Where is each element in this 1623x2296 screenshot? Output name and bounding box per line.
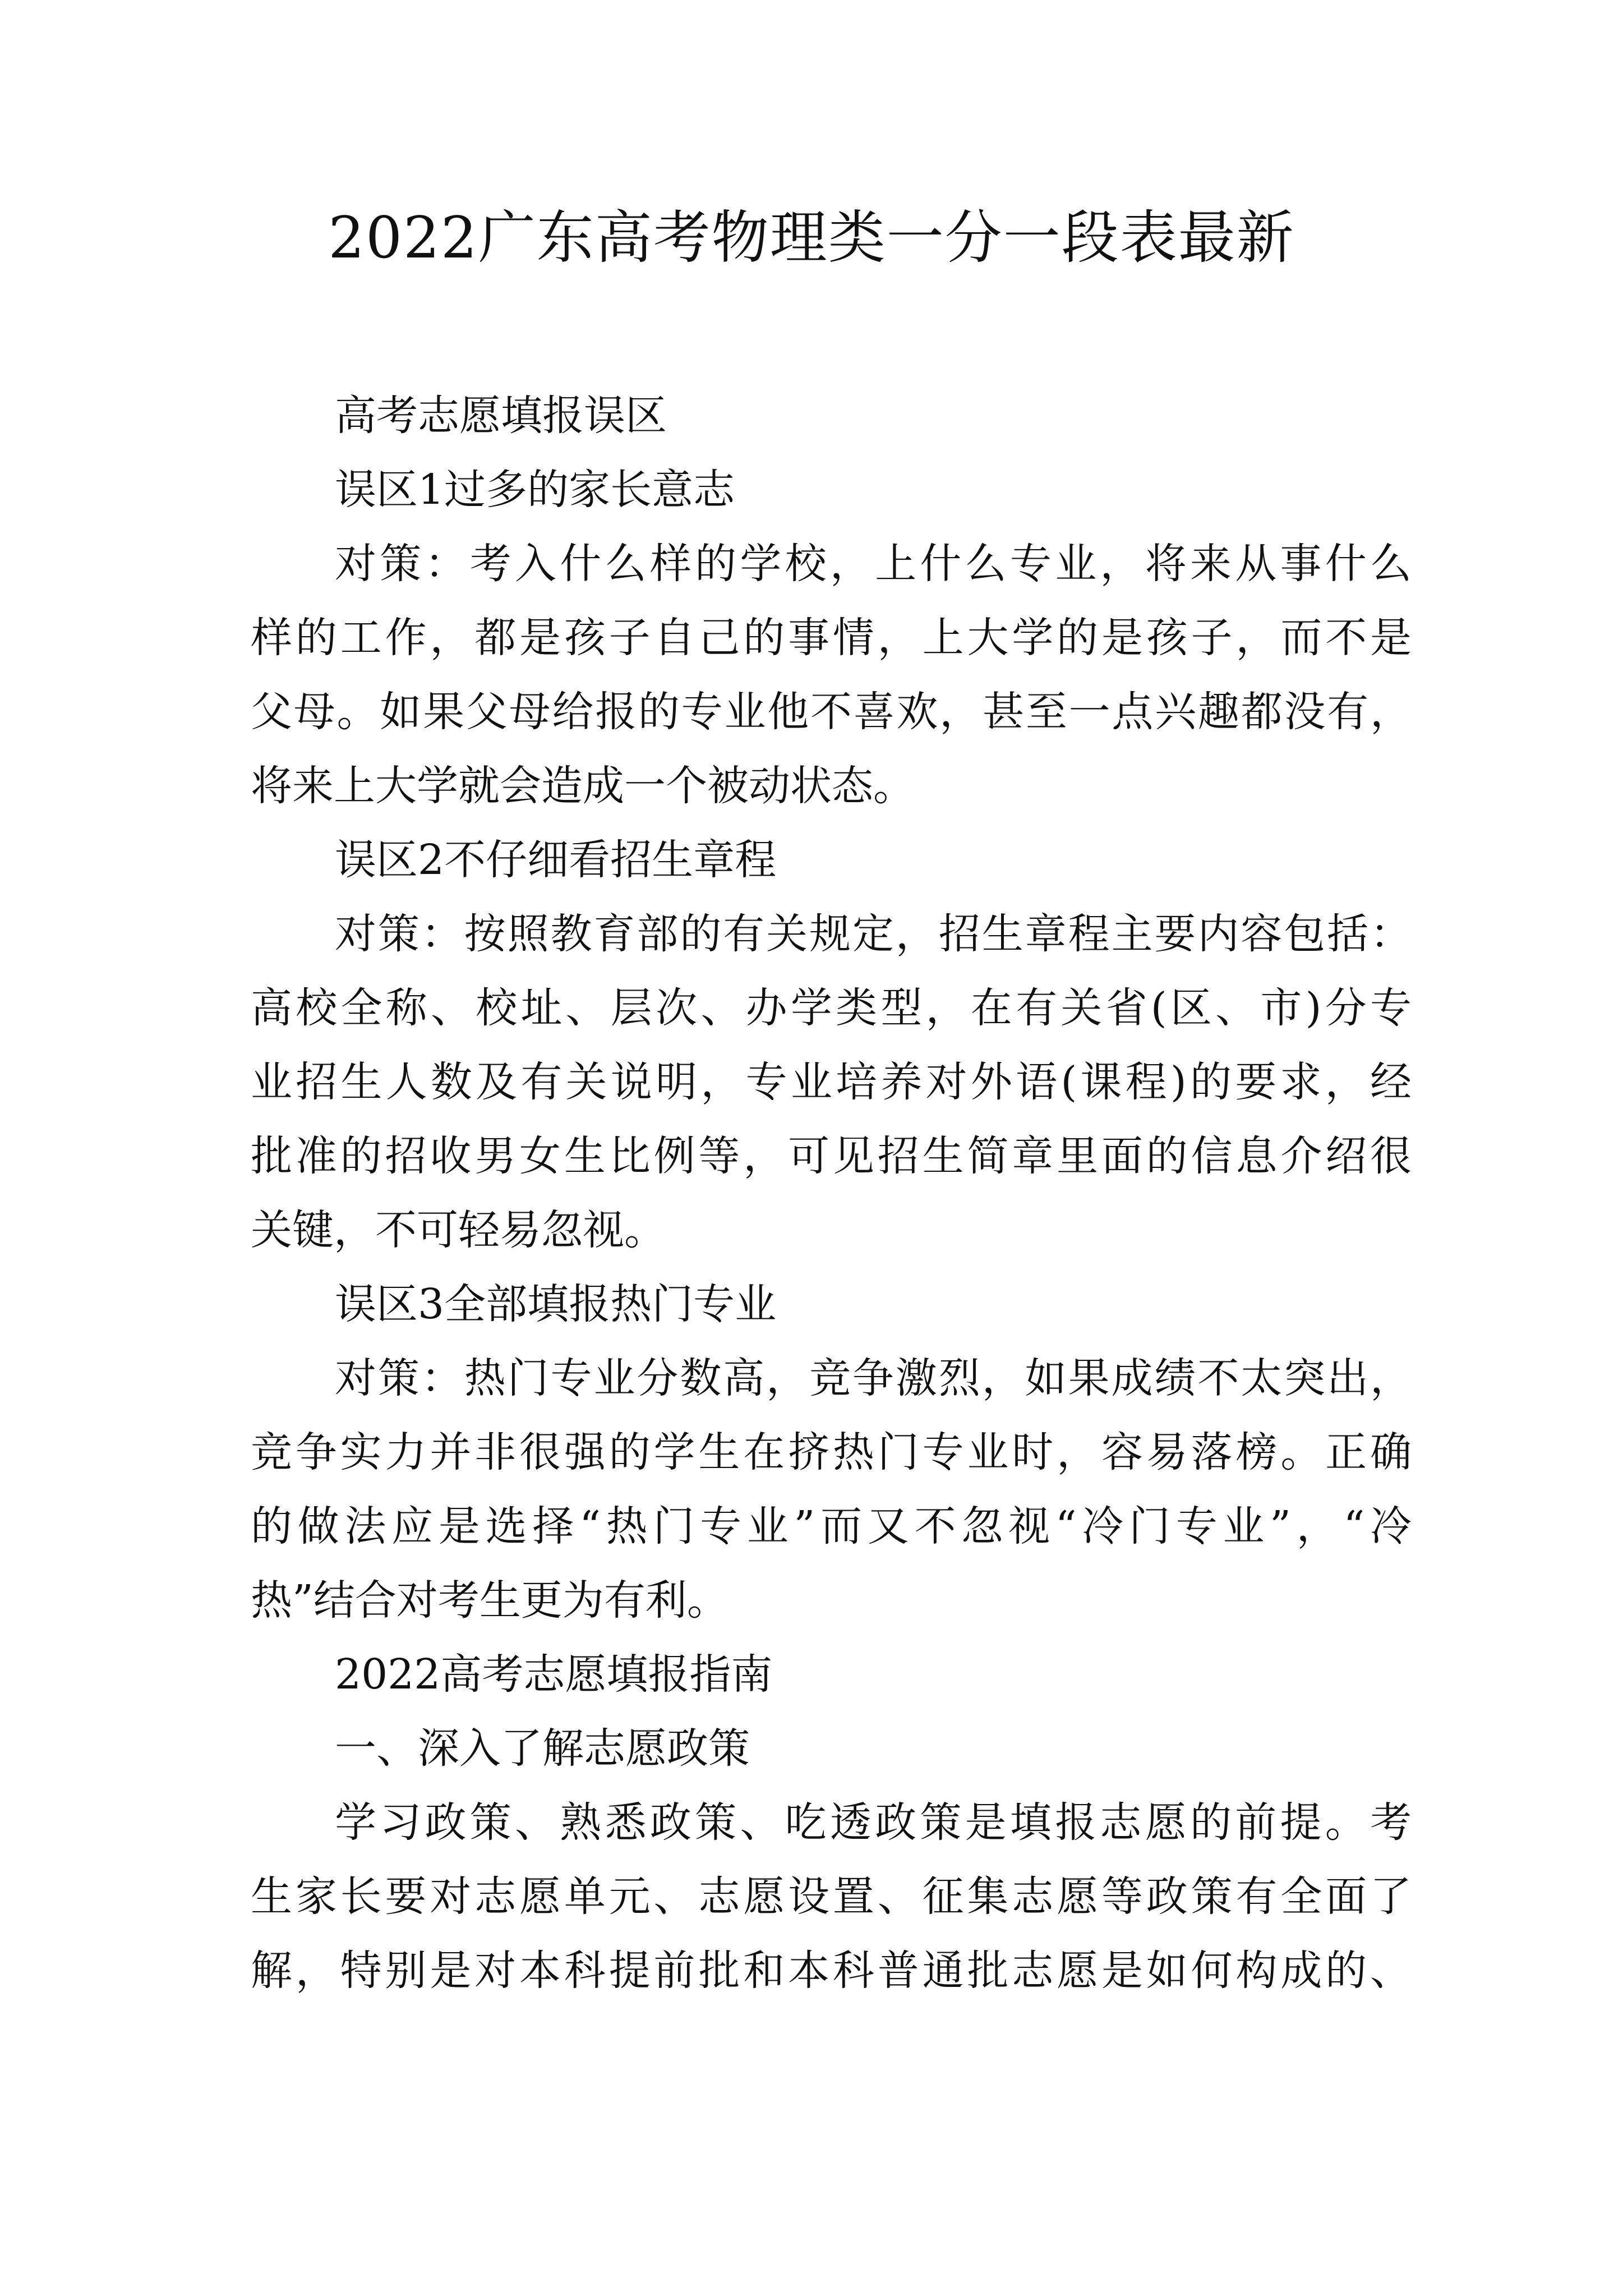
section-heading-guide: 2022高考志愿填报指南: [335, 1650, 773, 1699]
misconception-2-heading: 误区2不仔细看招生章程: [335, 836, 777, 884]
document-title: 2022广东高考物理类一分一段表最新: [328, 205, 1295, 272]
paragraph-line: 对策：热门专业分数高，竞争激烈，如果成绩不太突出，: [335, 1354, 1412, 1402]
misconception-1-heading: 误区1过多的家长意志: [335, 466, 735, 514]
paragraph-line: 热”结合对考生更为有利。: [251, 1576, 728, 1625]
section-heading-misconceptions: 高考志愿填报误区: [335, 392, 667, 440]
paragraph-line: 生家长要对志愿单元、志愿设置、征集志愿等政策有全面了: [251, 1872, 1412, 1921]
paragraph-line: 解，特别是对本科提前批和本科普通批志愿是如何构成的、: [251, 1947, 1412, 1995]
paragraph-line: 业招生人数及有关说明，专业培养对外语(课程)的要求，经: [251, 1058, 1412, 1106]
paragraph-line: 竞争实力并非很强的学生在挤热门专业时，容易落榜。正确: [251, 1428, 1412, 1476]
misconception-3-heading: 误区3全部填报热门专业: [335, 1280, 777, 1328]
paragraph-line: 的做法应是选择“热门专业”而又不忽视“冷门专业”，“冷: [251, 1502, 1412, 1550]
paragraph-line: 高校全称、校址、层次、办学类型，在有关省(区、市)分专: [251, 984, 1412, 1032]
paragraph-line: 批准的招收男女生比例等，可见招生简章里面的信息介绍很: [251, 1132, 1412, 1180]
paragraph-line: 学习政策、熟悉政策、吃透政策是填报志愿的前提。考: [335, 1798, 1412, 1847]
paragraph-line: 对策：考入什么样的学校，上什么专业，将来从事什么: [335, 540, 1412, 588]
paragraph-line: 父母。如果父母给报的专业他不喜欢，甚至一点兴趣都没有，: [251, 688, 1412, 736]
guide-subheading-1: 一、深入了解志愿政策: [335, 1724, 750, 1773]
paragraph-line: 将来上大学就会造成一个被动状态。: [251, 762, 915, 810]
paragraph-line: 样的工作，都是孩子自己的事情，上大学的是孩子，而不是: [251, 614, 1412, 662]
paragraph-line: 关键，不可轻易忽视。: [251, 1206, 666, 1254]
paragraph-line: 对策：按照教育部的有关规定，招生章程主要内容包括：: [335, 910, 1412, 958]
